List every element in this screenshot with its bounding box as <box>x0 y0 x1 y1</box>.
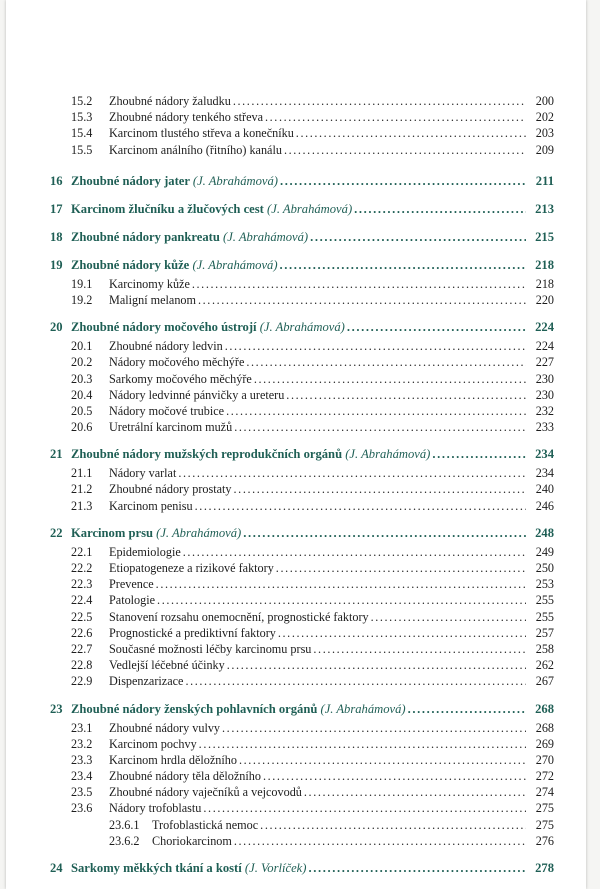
section-title-leader <box>109 560 526 576</box>
chapter-title: Sarkomy měkkých tkání a kostí <box>71 861 242 875</box>
section-page-number: 258 <box>535 641 554 656</box>
toc-entry[interactable] <box>6 800 586 816</box>
chapter-title: Zhoubné nádory jater <box>71 173 190 188</box>
toc-entry[interactable] <box>6 276 586 292</box>
section-number: 23.6.1 <box>109 817 140 832</box>
dot-leader <box>243 524 526 542</box>
section-title-leader <box>109 657 526 673</box>
section-number: 20.2 <box>71 355 93 370</box>
dot-leader <box>226 403 526 419</box>
chapter-author: (J. Abrahámová) <box>345 447 431 462</box>
section-number: 15.2 <box>71 94 93 108</box>
toc-entry[interactable] <box>6 576 586 592</box>
section-title: Epidemiologie <box>109 544 181 559</box>
toc-entry[interactable] <box>6 338 586 354</box>
section-title-leader <box>109 276 526 292</box>
toc-entry[interactable] <box>6 371 586 387</box>
chapter-page-number: 218 <box>535 257 554 272</box>
section-number: 20.3 <box>71 371 93 386</box>
section-title: Karcinom hrdla děložního <box>109 752 237 767</box>
section-title: Prevence <box>109 577 154 592</box>
section-page-number: 230 <box>535 371 554 386</box>
dot-leader <box>157 592 526 608</box>
dot-leader <box>304 784 526 800</box>
toc-entry[interactable] <box>6 673 586 689</box>
chapter-title-wrap <box>71 445 432 463</box>
section-page-number: 268 <box>535 720 554 735</box>
dot-leader <box>347 318 526 336</box>
chapter-number: 17 <box>50 201 63 216</box>
section-page-number: 269 <box>535 736 554 751</box>
section-page-number: 209 <box>535 142 554 157</box>
section-title: Karcinom tlustého střeva a konečníku <box>109 126 294 141</box>
chapter-title-wrap <box>71 172 280 190</box>
section-title: Patologie <box>109 593 156 608</box>
chapter-heading[interactable] <box>6 256 586 274</box>
chapter-author: (J. Abrahámová) <box>192 173 278 188</box>
dot-leader <box>233 93 526 109</box>
dot-leader <box>239 752 526 768</box>
dot-leader <box>286 387 526 403</box>
section-title-leader <box>109 93 526 109</box>
chapter-heading[interactable] <box>6 318 586 336</box>
section-page-number: 249 <box>535 544 554 559</box>
section-title: Dispenzarizace <box>109 674 184 689</box>
section-title-leader <box>109 752 526 768</box>
dot-leader <box>156 576 526 592</box>
chapter-heading[interactable] <box>6 172 586 190</box>
chapter-title-leader <box>71 256 526 274</box>
dot-leader <box>246 354 526 370</box>
dot-leader <box>183 544 526 560</box>
section-title: Karcinom pochvy <box>109 736 197 751</box>
section-page-number: 200 <box>535 94 554 108</box>
section-title-leader <box>109 720 526 736</box>
section-page-number: 233 <box>535 420 554 435</box>
dot-leader <box>308 859 526 877</box>
chapter-title: Karcinom prsu <box>71 525 153 540</box>
section-number: 19.1 <box>71 276 93 291</box>
toc-entry[interactable] <box>6 592 586 608</box>
section-page-number: 202 <box>535 110 554 125</box>
section-title-leader <box>109 800 526 816</box>
chapter-title: Zhoubné nádory kůže <box>71 257 190 272</box>
chapter-author: (J. Abrahámová) <box>156 525 242 540</box>
chapter-number: 18 <box>50 229 63 244</box>
section-title-leader <box>109 592 526 608</box>
section-number: 23.4 <box>71 769 93 784</box>
toc-entry[interactable] <box>6 465 586 481</box>
section-title-leader <box>109 292 526 308</box>
book-page <box>6 0 586 889</box>
dot-leader <box>280 256 526 274</box>
section-page-number: 250 <box>535 561 554 575</box>
section-page-number: 274 <box>535 785 554 800</box>
chapter-title: Zhoubné nádory ženských pohlavních orgánů <box>71 701 318 716</box>
section-title-leader <box>109 673 526 689</box>
section-title-leader <box>109 109 526 125</box>
chapter-title: Zhoubné nádory močového ústrojí <box>71 320 257 335</box>
section-number: 20.4 <box>71 387 93 402</box>
chapter-title-leader <box>71 445 526 463</box>
section-title: Nádory trofoblastu <box>109 801 202 816</box>
toc-entry[interactable] <box>6 560 586 576</box>
section-title-leader <box>109 387 526 403</box>
dot-leader <box>234 419 526 435</box>
toc-entry[interactable] <box>6 641 586 657</box>
chapter-author: (J. Abrahámová) <box>267 201 353 216</box>
chapter-author: (J. Abrahámová) <box>259 320 345 335</box>
toc-entry[interactable] <box>6 625 586 641</box>
toc-entry[interactable] <box>6 419 586 435</box>
section-number: 21.2 <box>71 482 93 497</box>
toc-entry[interactable] <box>6 833 586 849</box>
section-page-number: 220 <box>535 292 554 307</box>
chapter-title-leader <box>71 859 526 877</box>
chapter-title-leader <box>71 172 526 190</box>
dot-leader <box>225 338 526 354</box>
section-title-leader <box>109 544 526 560</box>
dot-leader <box>276 560 526 576</box>
chapter-number: 16 <box>50 173 63 188</box>
dot-leader <box>408 700 526 718</box>
section-page-number: 255 <box>535 593 554 608</box>
dot-leader <box>310 228 526 246</box>
dot-leader <box>185 673 526 689</box>
dot-leader <box>432 445 526 463</box>
chapter-title-wrap <box>71 256 280 274</box>
section-number: 23.3 <box>71 752 93 767</box>
section-title: Etiopatogeneze a rizikové faktory <box>109 561 274 575</box>
section-title-leader <box>109 481 526 497</box>
section-number: 22.6 <box>71 625 93 640</box>
section-title: Zhoubné nádory ledvin <box>109 339 223 354</box>
chapter-title-leader <box>71 318 526 336</box>
chapter-page-number: 248 <box>535 525 554 540</box>
section-title: Zhoubné nádory žaludku <box>109 94 231 108</box>
dot-leader <box>222 720 526 736</box>
toc-entry[interactable] <box>6 93 586 109</box>
section-title-leader <box>109 371 526 387</box>
toc-entry[interactable] <box>6 142 586 158</box>
chapter-title-wrap <box>71 524 243 542</box>
chapter-number: 24 <box>50 861 63 875</box>
chapter-author: (J. Vorlíček) <box>244 861 307 875</box>
toc-entry[interactable] <box>6 109 586 125</box>
section-number: 19.2 <box>71 292 93 307</box>
section-title: Karcinom penisu <box>109 498 193 513</box>
chapter-author: (J. Abrahámová) <box>192 257 278 272</box>
section-title-leader <box>152 817 526 833</box>
dot-leader <box>178 465 526 481</box>
section-page-number: 218 <box>535 276 554 291</box>
section-title: Vedlejší léčebné účinky <box>109 658 225 673</box>
section-number: 22.4 <box>71 593 93 608</box>
dot-leader <box>265 109 526 125</box>
chapter-page-number: 268 <box>535 701 554 716</box>
section-page-number: 253 <box>535 577 554 592</box>
section-title: Prognostické a prediktivní faktory <box>109 625 276 640</box>
chapter-title-wrap <box>71 700 408 718</box>
section-title: Zhoubné nádory prostaty <box>109 482 232 497</box>
section-title-leader <box>109 641 526 657</box>
section-number: 23.6.2 <box>109 833 140 848</box>
section-number: 15.4 <box>71 126 93 141</box>
dot-leader <box>278 625 526 641</box>
chapter-heading[interactable] <box>6 859 586 877</box>
chapter-page-number: 278 <box>535 861 554 875</box>
chapter-title-leader <box>71 200 526 218</box>
chapter-page-number: 234 <box>535 447 554 462</box>
section-title-leader <box>109 609 526 625</box>
section-number: 23.2 <box>71 736 93 751</box>
section-number: 15.3 <box>71 110 93 125</box>
chapter-page-number: 215 <box>535 229 554 244</box>
toc-entry[interactable] <box>6 736 586 752</box>
toc-entry[interactable] <box>6 354 586 370</box>
section-page-number: 270 <box>535 752 554 767</box>
section-title: Stanovení rozsahu onemocnění, prognostické faktory <box>109 609 369 624</box>
dot-leader <box>192 276 526 292</box>
section-page-number: 246 <box>535 498 554 513</box>
section-title: Současné možnosti léčby karcinomu prsu <box>109 641 312 656</box>
section-title-leader <box>109 784 526 800</box>
section-page-number: 224 <box>535 339 554 354</box>
dot-leader <box>234 481 526 497</box>
dot-leader <box>234 833 526 849</box>
section-title: Zhoubné nádory tenkého střeva <box>109 110 263 125</box>
chapter-number: 23 <box>50 701 63 716</box>
dot-leader <box>227 657 526 673</box>
section-number: 23.5 <box>71 785 93 800</box>
section-page-number: 257 <box>535 625 554 640</box>
chapter-title: Zhoubné nádory mužských reprodukčních orgánů <box>71 447 343 462</box>
section-page-number: 255 <box>535 609 554 624</box>
chapter-number: 19 <box>50 257 63 272</box>
section-title-leader <box>109 576 526 592</box>
toc-entry[interactable] <box>6 752 586 768</box>
section-title-leader <box>109 625 526 641</box>
section-title: Nádory ledvinné pánvičky a ureteru <box>109 387 285 402</box>
section-title: Karcinomy kůže <box>109 276 190 291</box>
section-number: 22.5 <box>71 609 93 624</box>
chapter-title-wrap <box>71 200 354 218</box>
dot-leader <box>280 172 526 190</box>
section-page-number: 275 <box>535 801 554 816</box>
dot-leader <box>260 817 526 833</box>
section-page-number: 276 <box>535 833 554 848</box>
dot-leader <box>296 125 526 141</box>
section-number: 22.2 <box>71 561 93 575</box>
section-title-leader <box>109 736 526 752</box>
dot-leader <box>198 292 526 308</box>
chapter-title-wrap <box>71 859 308 877</box>
section-title: Maligní melanom <box>109 292 196 307</box>
section-number: 22.3 <box>71 577 93 592</box>
toc-entry[interactable] <box>6 817 586 833</box>
section-title-leader <box>109 354 526 370</box>
toc-entry[interactable] <box>6 784 586 800</box>
toc-entry[interactable] <box>6 292 586 308</box>
section-number: 22.7 <box>71 641 93 656</box>
section-title-leader <box>152 833 526 849</box>
section-title: Karcinom análního (řitního) kanálu <box>109 142 282 157</box>
section-page-number: 227 <box>535 355 554 370</box>
chapter-heading[interactable] <box>6 200 586 218</box>
chapter-page-number: 224 <box>535 320 554 335</box>
section-title: Zhoubné nádory těla děložního <box>109 769 261 784</box>
toc-entry[interactable] <box>6 720 586 736</box>
section-title-leader <box>109 142 526 158</box>
toc-entry[interactable] <box>6 768 586 784</box>
section-page-number: 272 <box>535 769 554 784</box>
section-page-number: 267 <box>535 674 554 689</box>
chapter-title-leader <box>71 524 526 542</box>
section-title-leader <box>109 125 526 141</box>
dot-leader <box>371 609 526 625</box>
dot-leader <box>354 200 526 218</box>
dot-leader <box>313 641 526 657</box>
chapter-heading[interactable] <box>6 700 586 718</box>
section-number: 22.1 <box>71 544 93 559</box>
toc-entry[interactable] <box>6 609 586 625</box>
section-number: 15.5 <box>71 142 93 157</box>
toc-entry[interactable] <box>6 125 586 141</box>
chapter-number: 20 <box>50 320 63 335</box>
dot-leader <box>263 768 526 784</box>
section-title: Nádory varlat <box>109 466 177 481</box>
toc-entry[interactable] <box>6 657 586 673</box>
section-number: 21.1 <box>71 466 93 481</box>
section-title: Sarkomy močového měchýře <box>109 371 252 386</box>
chapter-number: 21 <box>50 447 63 462</box>
dot-leader <box>284 142 526 158</box>
toc-entry[interactable] <box>6 387 586 403</box>
section-number: 23.6 <box>71 801 93 816</box>
toc-entry[interactable] <box>6 481 586 497</box>
chapter-heading[interactable] <box>6 228 586 246</box>
section-title: Nádory močového měchýře <box>109 355 245 370</box>
chapter-heading[interactable] <box>6 445 586 463</box>
toc-entry[interactable] <box>6 544 586 560</box>
section-page-number: 230 <box>535 387 554 402</box>
section-number: 23.1 <box>71 720 93 735</box>
chapter-title: Zhoubné nádory pankreatu <box>71 229 220 244</box>
section-page-number: 234 <box>535 466 554 481</box>
section-title-leader <box>109 465 526 481</box>
section-number: 20.6 <box>71 420 93 435</box>
chapter-heading[interactable] <box>6 524 586 542</box>
section-title-leader <box>109 403 526 419</box>
section-page-number: 240 <box>535 482 554 497</box>
chapter-title-leader <box>71 700 526 718</box>
section-title: Uretrální karcinom mužů <box>109 420 233 435</box>
section-number: 20.5 <box>71 403 93 418</box>
section-title: Nádory močové trubice <box>109 403 225 418</box>
table-of-contents <box>6 93 586 879</box>
chapter-author: (J. Abrahámová) <box>320 701 406 716</box>
section-number: 22.8 <box>71 658 93 673</box>
section-title: Choriokarcinom <box>152 833 232 848</box>
section-page-number: 203 <box>535 126 554 141</box>
chapter-page-number: 211 <box>535 173 554 188</box>
section-number: 22.9 <box>71 674 93 689</box>
section-title: Zhoubné nádory vaječníků a vejcovodů <box>109 785 302 800</box>
dot-leader <box>254 371 526 387</box>
section-number: 20.1 <box>71 339 93 354</box>
chapter-number: 22 <box>50 525 63 540</box>
section-title-leader <box>109 498 526 514</box>
section-number: 21.3 <box>71 498 93 513</box>
chapter-title-wrap <box>71 228 310 246</box>
toc-entry[interactable] <box>6 403 586 419</box>
toc-entry[interactable] <box>6 498 586 514</box>
chapter-page-number: 213 <box>535 201 554 216</box>
dot-leader <box>199 736 526 752</box>
chapter-author: (J. Abrahámová) <box>223 229 309 244</box>
section-page-number: 232 <box>535 403 554 418</box>
chapter-title-leader <box>71 228 526 246</box>
section-title: Trofoblastická nemoc <box>152 817 259 832</box>
section-page-number: 262 <box>535 658 554 673</box>
section-title-leader <box>109 338 526 354</box>
section-title-leader <box>109 419 526 435</box>
dot-leader <box>203 800 526 816</box>
section-title-leader <box>109 768 526 784</box>
chapter-title: Karcinom žlučníku a žlučových cest <box>71 201 264 216</box>
section-page-number: 275 <box>535 817 554 832</box>
chapter-title-wrap <box>71 318 347 336</box>
dot-leader <box>195 498 526 514</box>
section-title: Zhoubné nádory vulvy <box>109 720 221 735</box>
